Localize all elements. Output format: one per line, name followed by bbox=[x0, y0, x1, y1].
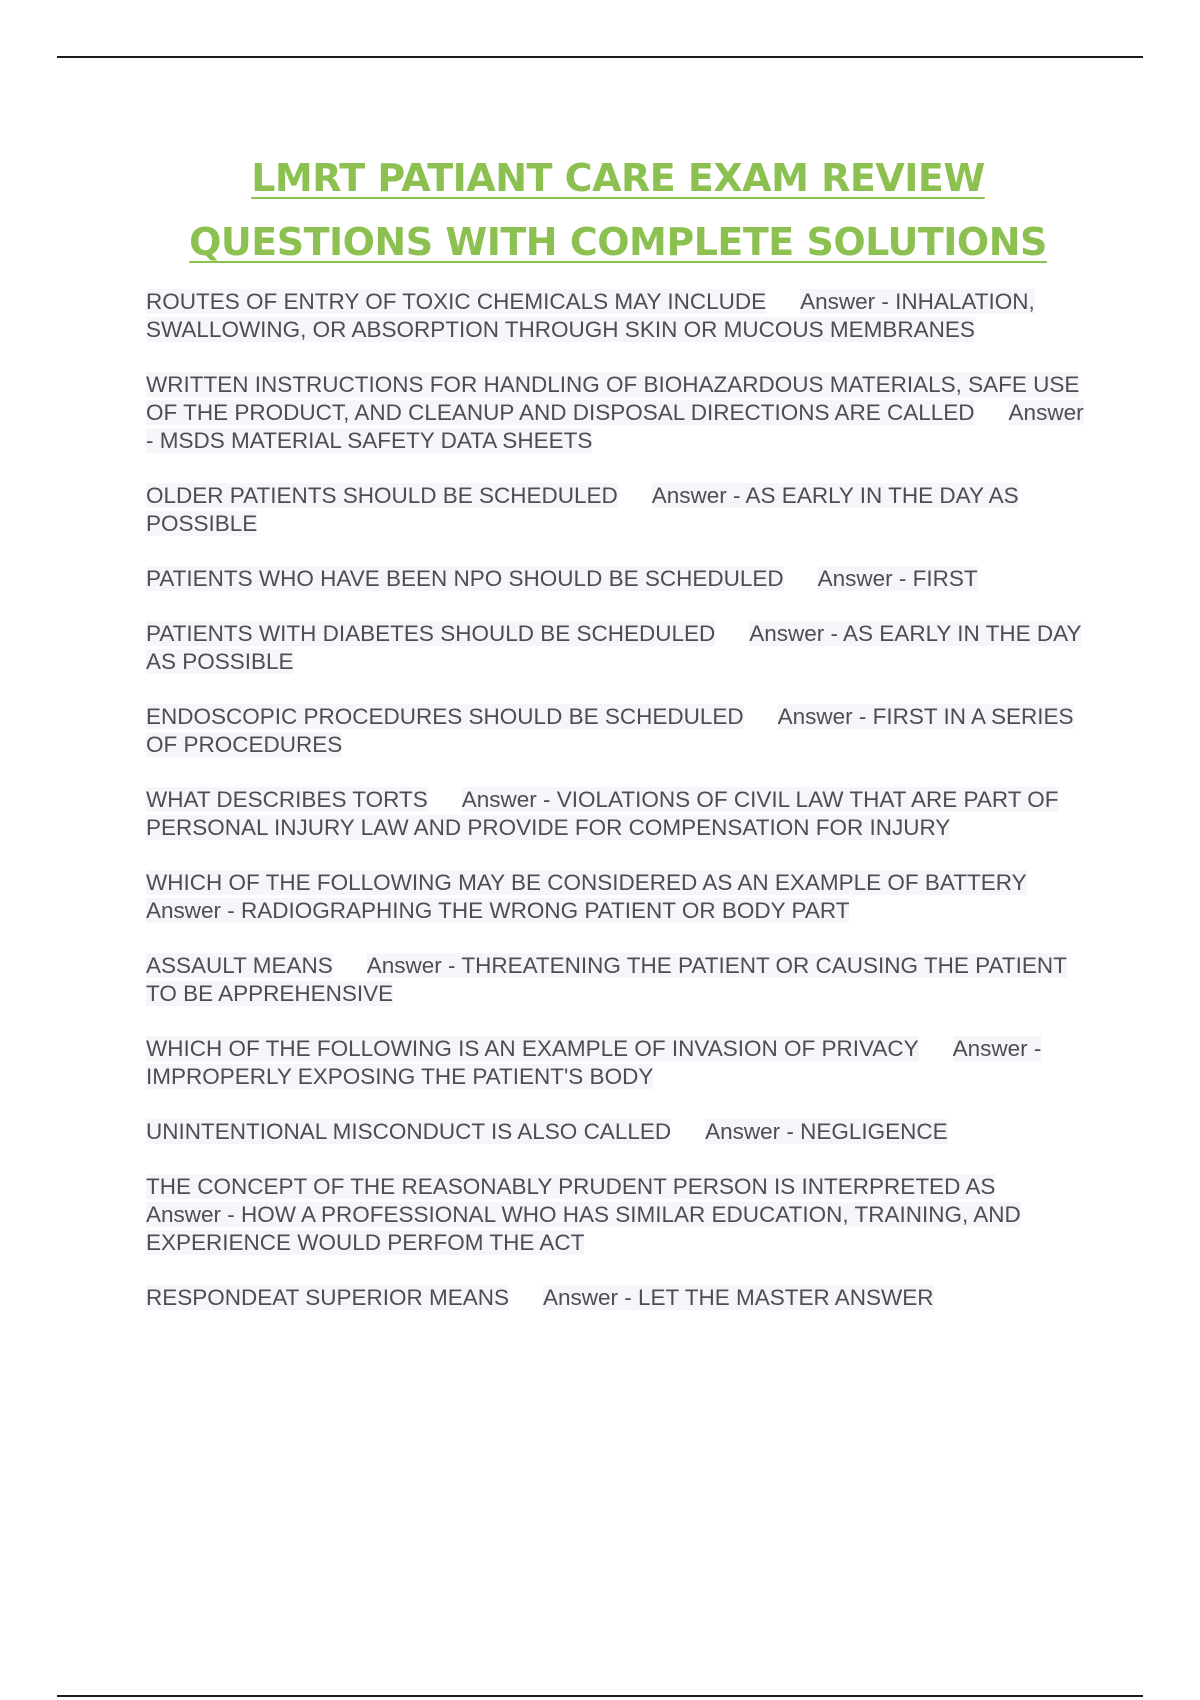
question-text: OLDER PATIENTS SHOULD BE SCHEDULED bbox=[146, 483, 618, 508]
qa-list bbox=[146, 288, 1096, 1339]
answer-text: Answer - MSDS MATERIAL SAFETY DATA SHEETS bbox=[146, 400, 1084, 453]
question-text: RESPONDEAT SUPERIOR MEANS bbox=[146, 1285, 509, 1310]
qa-item bbox=[146, 620, 1096, 676]
qa-item bbox=[146, 1173, 1096, 1257]
qa-item bbox=[146, 288, 1096, 344]
qa-item bbox=[146, 565, 1096, 593]
bottom-rule bbox=[57, 1695, 1143, 1697]
answer-text: Answer - VIOLATIONS OF CIVIL LAW THAT ARE PART OF PERSONAL INJURY LAW AND PROVIDE FOR COMPENSATION FOR INJURY bbox=[146, 787, 1059, 840]
qa-item bbox=[146, 952, 1096, 1008]
qa-item bbox=[146, 1284, 1096, 1312]
answer-text: Answer - FIRST IN A SERIES OF PROCEDURES bbox=[146, 704, 1074, 757]
answer-text: Answer - IMPROPERLY EXPOSING THE PATIENT'S BODY bbox=[146, 1036, 1042, 1089]
answer-text: Answer - RADIOGRAPHING THE WRONG PATIENT OR BODY PART bbox=[146, 898, 850, 923]
question-text: PATIENTS WITH DIABETES SHOULD BE SCHEDULED bbox=[146, 621, 716, 646]
question-text: WHICH OF THE FOLLOWING IS AN EXAMPLE OF INVASION OF PRIVACY bbox=[146, 1036, 919, 1061]
question-text: ENDOSCOPIC PROCEDURES SHOULD BE SCHEDULED bbox=[146, 704, 744, 729]
answer-text: Answer - NEGLIGENCE bbox=[705, 1119, 948, 1144]
answer-text: Answer - HOW A PROFESSIONAL WHO HAS SIMILAR EDUCATION, TRAINING, AND EXPERIENCE WOULD PERFOM THE ACT bbox=[146, 1202, 1021, 1255]
answer-text: Answer - THREATENING THE PATIENT OR CAUSING THE PATIENT TO BE APPREHENSIVE bbox=[146, 953, 1067, 1006]
question-text: WHICH OF THE FOLLOWING MAY BE CONSIDERED AS AN EXAMPLE OF BATTERY bbox=[146, 870, 1027, 895]
answer-text: Answer - FIRST bbox=[817, 566, 978, 591]
title-line-1: LMRT PATIANT CARE EXAM REVIEW bbox=[251, 156, 985, 200]
question-text: PATIENTS WHO HAVE BEEN NPO SHOULD BE SCHEDULED bbox=[146, 566, 784, 591]
document-title bbox=[0, 146, 1200, 274]
qa-item bbox=[146, 786, 1096, 842]
qa-item bbox=[146, 1035, 1096, 1091]
answer-text: Answer - AS EARLY IN THE DAY AS POSSIBLE bbox=[146, 483, 1019, 536]
answer-text: Answer - AS EARLY IN THE DAY AS POSSIBLE bbox=[146, 621, 1082, 674]
title-line-2: QUESTIONS WITH COMPLETE SOLUTIONS bbox=[189, 220, 1047, 264]
answer-text: Answer - INHALATION, SWALLOWING, OR ABSORPTION THROUGH SKIN OR MUCOUS MEMBRANES bbox=[146, 289, 1035, 342]
answer-text: Answer - LET THE MASTER ANSWER bbox=[543, 1285, 934, 1310]
qa-item bbox=[146, 482, 1096, 538]
question-text: ROUTES OF ENTRY OF TOXIC CHEMICALS MAY INCLUDE bbox=[146, 289, 767, 314]
qa-item bbox=[146, 1118, 1096, 1146]
qa-item bbox=[146, 703, 1096, 759]
top-rule bbox=[57, 56, 1143, 58]
qa-item bbox=[146, 371, 1096, 455]
question-text: WHAT DESCRIBES TORTS bbox=[146, 787, 428, 812]
question-text: THE CONCEPT OF THE REASONABLY PRUDENT PERSON IS INTERPRETED AS bbox=[146, 1174, 996, 1199]
qa-item bbox=[146, 869, 1096, 925]
question-text: WRITTEN INSTRUCTIONS FOR HANDLING OF BIOHAZARDOUS MATERIALS, SAFE USE OF THE PRODUCT, AND CLEANUP AND DISPOSAL DIRECTIONS ARE CALLED bbox=[146, 372, 1080, 425]
question-text: UNINTENTIONAL MISCONDUCT IS ALSO CALLED bbox=[146, 1119, 672, 1144]
question-text: ASSAULT MEANS bbox=[146, 953, 333, 978]
